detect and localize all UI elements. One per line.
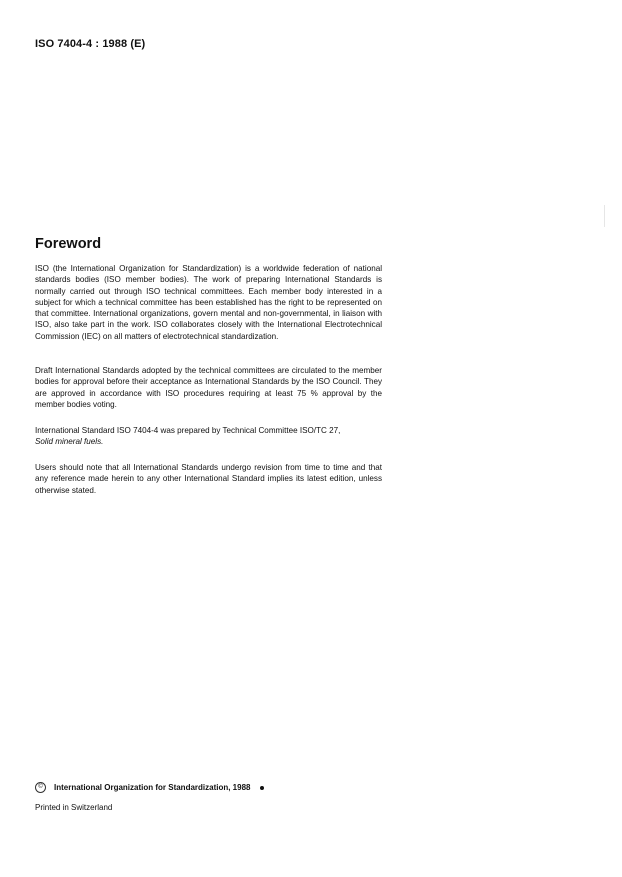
copyright-text: International Organization for Standardization, 1988: [54, 783, 251, 792]
copyright-notice: [35, 782, 264, 793]
foreword-paragraph-1: ISO (the International Organization for Standardization) is a worldwide federation of national standards bodies (ISO member bodies). The work of preparing International Standards is normally carried out through ISO technical committees. Each member body interested in a subject for which a technical committee has been established has the right to be represented on that committee. International organizations, govern mental and non-governmental, in liaison with ISO, also take part in the work. ISO collaborates closely with the International Electrotechnical Commission (IEC) on all matters of electrotechnical standardization.: [35, 264, 382, 341]
foreword-paragraph-3: [35, 425, 382, 448]
copyright-icon: ©: [35, 782, 46, 793]
foreword-paragraph-4: Users should note that all International Standards undergo revision from time to time and that any reference made herein to any other International Standard implies its latest edition, unless otherwise stated.: [35, 463, 382, 495]
committee-title: Solid mineral fuels.: [35, 437, 104, 447]
scan-edge-mark: [604, 205, 605, 227]
printed-in-notice: Printed in Switzerland: [35, 803, 113, 812]
preparation-statement: International Standard ISO 7404-4 was prepared by Technical Committee ISO/TC 27,: [35, 426, 341, 435]
foreword-paragraph-2: Draft International Standards adopted by the technical committees are circulated to the member bodies for approval before their acceptance as International Standards by the ISO Council. They are approved in accordance with ISO procedures requiring at least 75 % approval by the member bodies voting.: [35, 366, 382, 409]
foreword-title: Foreword: [35, 236, 102, 252]
bullet-icon: [260, 786, 264, 790]
standard-number-header: ISO 7404-4 : 1988 (E): [35, 38, 146, 50]
